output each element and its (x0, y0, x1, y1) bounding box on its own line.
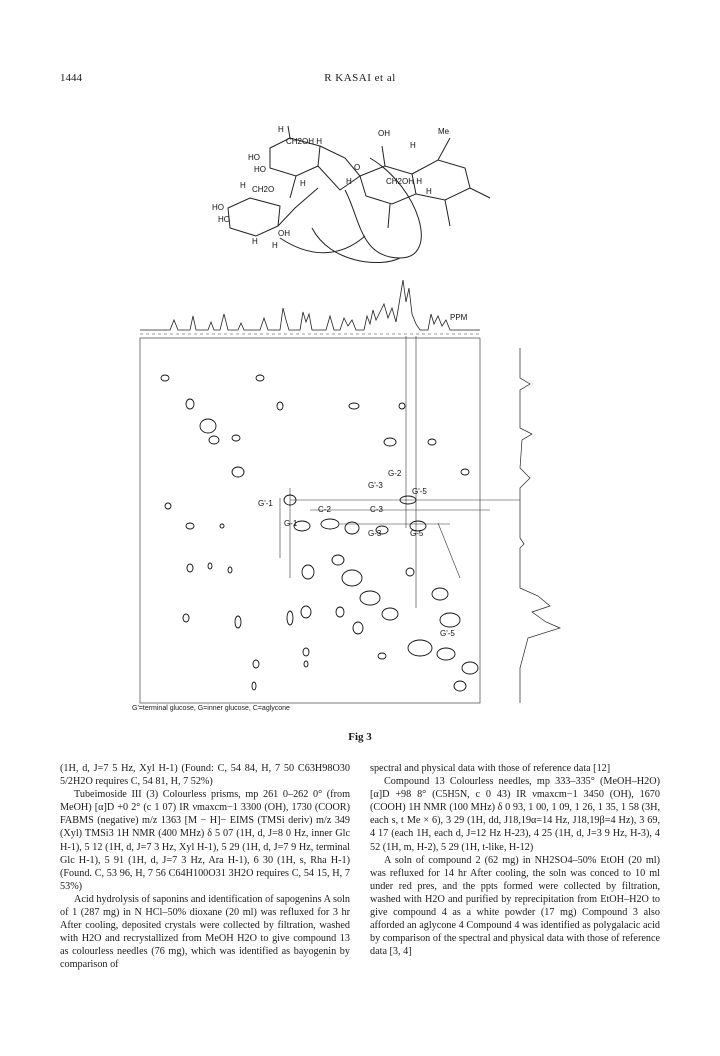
figure-caption: Fig 3 (348, 731, 372, 743)
structure-labels (212, 125, 450, 250)
plot-frame (140, 338, 480, 703)
nmr-figure-graphic (120, 108, 600, 728)
peak-label-g3-prime: G'-3 (368, 481, 383, 490)
structure-label: H (252, 237, 258, 246)
peak-label-g1-prime: G'-1 (258, 499, 273, 508)
peak-label-g1: G-1 (284, 519, 298, 528)
peak-label-g3: G-3 (368, 529, 382, 538)
paragraph: Acid hydrolysis of saponins and identification of sapogenins A soln of 1 (287 mg) in N HCl–50% dioxane (20 ml) was refluxed for 3 hr After cooling, deposited crystals were collected by filtration, washed with H2O and recrystallized from MeOH H2O to give compound 13 as colourless needles (76 mg), which was identified as bayogenin by comparison of (60, 893, 350, 971)
structure-label: HO (248, 153, 260, 162)
structure-label: H (300, 179, 306, 188)
structure-label: CH2OH H (386, 177, 423, 186)
running-head: R KASAI et al (324, 72, 396, 84)
structure-label: HO (254, 165, 266, 174)
contour-peaks (161, 375, 478, 691)
axis-unit-label: PPM (450, 313, 468, 322)
figure-2d-nmr (120, 108, 600, 728)
left-column (60, 762, 350, 972)
paragraph: (1H, d, J=7 5 Hz, Xyl H-1) (Found: C, 54 84, H, 7 50 C63H98O30 5/2H2O requires C, 54 81, H, 7 52%) (60, 763, 350, 788)
structure-label: OH (378, 129, 390, 138)
paragraph: Tubeimoside III (3) Colourless prisms, mp 261 0–262 0° (from MeOH) [α]D +0 2° (c 1 07) IR νmaxcm−1 3300 (OH), 1730 (COOR) FABMS (negative) m/z 1363 [M − H]− EIMS (TMSi deriv) m/z 349 (Xyl) TMSi3 1H NMR (400 MHz) δ 5 07 (1H, d, J=8 0 Hz, inner Glc H-1), 5 12 (1H, d, J=7 3 Hz, Xyl H-1), 5 29 (1H, d, J=7 9 Hz, terminal Glc H-1), 5 91 (1H, d, J=7 3 Hz, Ara H-1), 6 30 (1H, s, Rha H-1) (Found. C, 53 96, H, 7 56 C64H100O31 3H2O requires C, 54 15, H, 7 53%) (60, 789, 350, 892)
figure-legend: G'=terminal glucose, G=inner glucose, C=aglycone (132, 705, 290, 712)
peak-label-g5: G-5 (410, 529, 424, 538)
structure-label: HO (212, 203, 224, 212)
structure-label: CH2O (252, 185, 275, 194)
structure-label: H (278, 125, 284, 134)
peak-label-c2: C-2 (318, 505, 331, 514)
paragraph: spectral and physical data with those of reference data [12] (370, 763, 611, 774)
peak-label-g5-prime-lower: G'-5 (440, 629, 455, 638)
structure-label: O (354, 163, 361, 172)
structure-label: H (426, 187, 432, 196)
structure-label: H (240, 181, 246, 190)
structure-label: Me (438, 127, 450, 136)
chemical-structure (228, 126, 490, 263)
peak-label-g5-prime: G'-5 (412, 487, 427, 496)
right-column (370, 762, 660, 958)
structure-label: H (346, 177, 352, 186)
paragraph: A soln of compound 2 (62 mg) in NH2SO4–50% EtOH (20 ml) was refluxed for 14 hr After cooling, the soln was conced to 10 ml under red pres, and the ppts formed were collected by filtration, washed with H2O and purified by reprecipitation from EtOH–H2O to give compound 4 as a white powder (17 mg) Compound 3 also afforded an aglycone 4 Compound 4 was identified as polygalacic acid by comparison of the spectral and physical data with those of reference data [3, 4] (370, 854, 660, 958)
structure-label: OH (278, 229, 290, 238)
peak-label-g2: G-2 (388, 469, 402, 478)
structure-label: H (272, 241, 278, 250)
side-projection (520, 348, 560, 703)
page-number: 1444 (60, 72, 82, 84)
structure-label: HO (218, 215, 230, 224)
structure-label: CH2OH H (286, 137, 323, 146)
peak-label-c3: C-3 (370, 505, 383, 514)
projection-spectrum (140, 280, 480, 330)
structure-label: H (410, 141, 416, 150)
paragraph: Compound 13 Colourless needles, mp 333–335° (MeOH–H2O) [α]D +98 8° (C5H5N, c 0 43) IR νmaxcm−1 3450 (OH), 1670 (COOH) 1H NMR (100 MHz) δ 0 93, 1 00, 1 09, 1 26, 1 35, 1 58 (3H, each s, t Me × 6), 3 29 (1H, dd, J18,19α=14 Hz, J18,19β=4 Hz), 3 69, 4 17 (each 1H, each d, J=12 Hz H-23), 4 25 (1H, d, J=3 9 Hz, H-3), 4 52 (1H, m, H-2), 5 29 (1H, t-like, H-12) (370, 776, 660, 853)
